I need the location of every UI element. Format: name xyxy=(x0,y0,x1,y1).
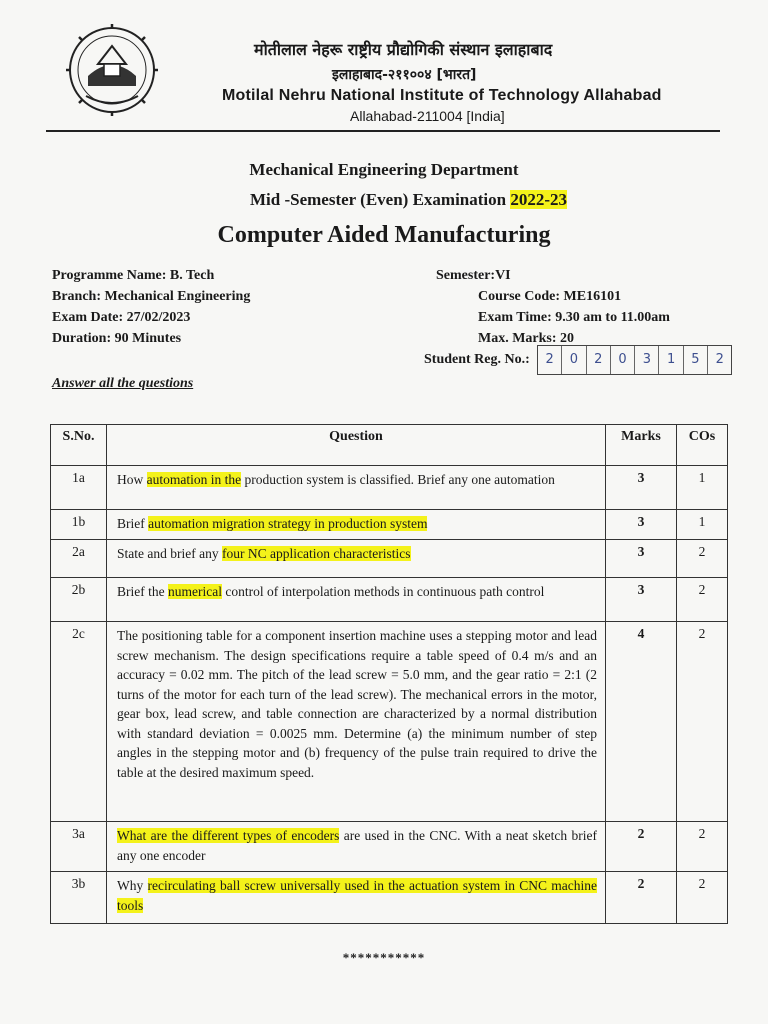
table-row xyxy=(51,872,728,924)
question-co: 2 xyxy=(677,872,728,924)
exam-time: Exam Time: 9.30 am to 11.00am xyxy=(478,310,670,325)
programme-name: Programme Name: B. Tech xyxy=(52,268,215,283)
question-text xyxy=(107,466,606,510)
reg-digit: 3 xyxy=(635,346,659,374)
exam-year: 2022-23 xyxy=(510,190,568,209)
question-highlight: automation migration strategy in production system xyxy=(148,516,428,531)
question-text xyxy=(107,872,606,924)
question-marks: 4 xyxy=(606,622,677,822)
question-number: 2a xyxy=(51,540,107,578)
table-row xyxy=(51,540,728,578)
reg-no-label: Student Reg. No.: xyxy=(424,352,530,367)
question-highlight: numerical xyxy=(167,584,222,599)
table-row xyxy=(51,622,728,822)
question-text-pre: Why xyxy=(117,878,148,893)
duration-label: Duration: xyxy=(52,331,112,346)
instruction: Answer all the questions xyxy=(52,376,194,391)
duration-line xyxy=(52,331,181,347)
reg-digit: 2 xyxy=(587,346,611,374)
question-number: 1a xyxy=(51,466,107,510)
question-co: 2 xyxy=(677,540,728,578)
reg-digit: 0 xyxy=(562,346,586,374)
table-row xyxy=(51,822,728,872)
question-text-post: production system is classified. Brief any one automation xyxy=(241,472,555,487)
max-marks: Max. Marks: 20 xyxy=(478,331,575,346)
col-sno-header: S.No. xyxy=(51,425,107,466)
question-marks: 3 xyxy=(606,578,677,622)
department-title: Mechanical Engineering Department xyxy=(249,160,519,179)
question-text xyxy=(107,510,606,540)
question-marks: 3 xyxy=(606,466,677,510)
header-rule xyxy=(46,130,720,132)
question-number: 2b xyxy=(51,578,107,622)
reg-digit: 1 xyxy=(659,346,683,374)
course-code: Course Code: ME16101 xyxy=(478,289,622,304)
semester: Semester:VI xyxy=(436,268,511,283)
question-co: 1 xyxy=(677,466,728,510)
question-marks: 2 xyxy=(606,872,677,924)
question-highlight: four NC application characteristics xyxy=(221,546,411,561)
institute-name-hindi: मोतीलाल नेहरू राष्ट्रीय प्रौद्योगिकी संस्थान इलाहाबाद xyxy=(254,40,553,59)
question-marks: 2 xyxy=(606,822,677,872)
question-text xyxy=(107,540,606,578)
exam-date-label: Exam Date: xyxy=(52,310,124,325)
question-text xyxy=(107,822,606,872)
question-text xyxy=(107,622,606,822)
course-title: Computer Aided Manufacturing xyxy=(217,222,551,248)
table-row xyxy=(51,510,728,540)
duration-value: 90 Minutes xyxy=(114,331,182,346)
exam-title xyxy=(250,190,567,210)
exam-date-line xyxy=(52,310,190,326)
institute-name: Motilal Nehru National Institute of Technology Allahabad xyxy=(222,87,662,104)
question-number: 3b xyxy=(51,872,107,924)
end-of-paper-marker: *********** xyxy=(342,950,426,965)
institute-address-hindi: इलाहाबाद-२११००४ [भारत] xyxy=(332,67,477,83)
question-text-pre: Brief xyxy=(117,516,149,531)
question-highlight: automation in the xyxy=(146,472,242,487)
questions-table xyxy=(50,424,728,924)
question-text-post: control of interpolation methods in continuous path control xyxy=(221,584,545,599)
question-marks: 3 xyxy=(606,540,677,578)
table-row xyxy=(51,578,728,622)
institute-address: Allahabad-211004 [India] xyxy=(350,108,505,124)
question-marks: 3 xyxy=(606,510,677,540)
table-row xyxy=(51,466,728,510)
exam-date-value: 27/02/2023 xyxy=(126,310,191,325)
branch-label: Branch: xyxy=(52,289,101,304)
question-number: 2c xyxy=(51,622,107,822)
question-text xyxy=(107,578,606,622)
question-co: 1 xyxy=(677,510,728,540)
question-highlight: What are the different types of encoders xyxy=(117,828,340,843)
col-cos-header: COs xyxy=(677,425,728,466)
question-text-pre: The positioning table for a component insertion machine uses a stepping motor and lead screw mechanism. The design specifications require a table speed of 0.4 m/s and an accuracy = 0.02 mm. The pitch of the lead screw = 5.0 mm, and the gear ratio = 2:1 (2 turns of the motor for each turn of the lead screw). The mechanical errors in the motor, gear box, lead screw, and table connection are characterized by a normal distribution with standard deviation = 0.0025 mm. Determine (a) the minimum number of step angles in the stepping motor and (b) frequency of the pulse train required to drive the table at the desired maximum speed. xyxy=(117,628,597,780)
question-text-pre: State and brief any xyxy=(117,546,222,561)
col-question-header: Question xyxy=(107,425,606,466)
reg-digit: 2 xyxy=(538,346,562,374)
question-number: 3a xyxy=(51,822,107,872)
reg-digit: 5 xyxy=(684,346,708,374)
question-text-pre: How xyxy=(117,472,147,487)
reg-no-boxes xyxy=(537,345,732,375)
table-header-row xyxy=(51,425,728,466)
branch-line xyxy=(52,289,250,305)
question-co: 2 xyxy=(677,622,728,822)
reg-digit: 0 xyxy=(611,346,635,374)
exam-title-prefix: Mid -Semester (Even) Examination xyxy=(250,190,511,209)
question-co: 2 xyxy=(677,822,728,872)
question-co: 2 xyxy=(677,578,728,622)
question-number: 1b xyxy=(51,510,107,540)
branch-value: Mechanical Engineering xyxy=(104,289,251,304)
institute-emblem-icon xyxy=(58,24,166,120)
question-text-pre: Brief the xyxy=(117,584,168,599)
reg-digit: 2 xyxy=(715,352,724,367)
col-marks-header: Marks xyxy=(606,425,677,466)
question-highlight: recirculating ball screw universally used in the actuation system in CNC machine tools xyxy=(117,878,597,913)
question-text-post: are used in the CNC. With a neat sketch brief any one encoder xyxy=(117,828,597,863)
